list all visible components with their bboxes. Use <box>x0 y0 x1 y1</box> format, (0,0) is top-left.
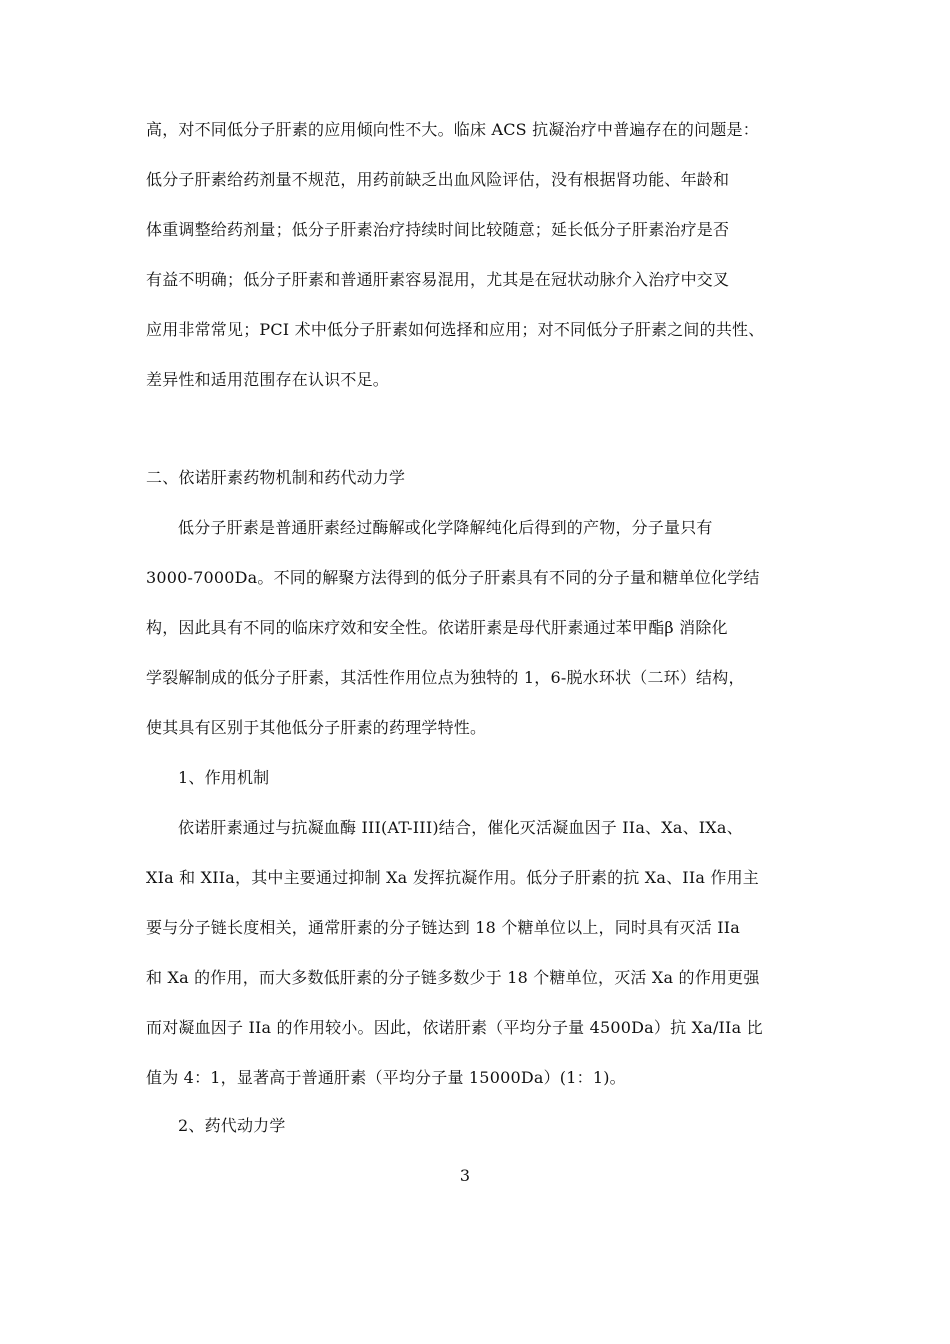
paragraph-line: 依诺肝素通过与抗凝血酶 III(AT-III)结合，催化灭活凝血因子 IIa、Xa、IXa、 <box>178 818 743 837</box>
section-heading: 二、依诺肝素药物机制和药代动力学 <box>146 468 406 487</box>
paragraph-line: 应用非常常见；PCI 术中低分子肝素如何选择和应用；对不同低分子肝素之间的共性、 <box>146 320 765 339</box>
paragraph-line: 构，因此具有不同的临床疗效和安全性。依诺肝素是母代肝素通过苯甲酯β 消除化 <box>146 618 728 637</box>
subsection-heading: 1、作用机制 <box>178 768 270 787</box>
paragraph-line: 3000-7000Da。不同的解聚方法得到的低分子肝素具有不同的分子量和糖单位化学结 <box>146 568 760 587</box>
paragraph-line: 使其具有区别于其他低分子肝素的药理学特性。 <box>146 718 487 737</box>
paragraph-line: 有益不明确；低分子肝素和普通肝素容易混用，尤其是在冠状动脉介入治疗中交叉 <box>146 270 730 289</box>
paragraph-line: 和 Xa 的作用，而大多数低肝素的分子链多数少于 18 个糖单位，灭活 Xa 的作用更强 <box>146 968 760 987</box>
page-number: 3 <box>459 1166 471 1185</box>
paragraph-line: 低分子肝素是普通肝素经过酶解或化学降解纯化后得到的产物，分子量只有 <box>178 518 713 537</box>
paragraph-line: 值为 4：1，显著高于普通肝素（平均分子量 15000Da）(1：1)。 <box>146 1068 626 1087</box>
paragraph-line: 体重调整给药剂量；低分子肝素治疗持续时间比较随意；延长低分子肝素治疗是否 <box>146 220 730 239</box>
paragraph-line: 要与分子链长度相关，通常肝素的分子链达到 18 个糖单位以上，同时具有灭活 IIa <box>146 918 740 937</box>
subsection-heading: 2、药代动力学 <box>178 1116 286 1135</box>
paragraph-line: XIa 和 XIIa，其中主要通过抑制 Xa 发挥抗凝作用。低分子肝素的抗 Xa、IIa 作用主 <box>146 868 759 887</box>
paragraph-line: 而对凝血因子 IIa 的作用较小。因此，依诺肝素（平均分子量 4500Da）抗 Xa/IIa 比 <box>146 1018 763 1037</box>
paragraph-line: 学裂解制成的低分子肝素，其活性作用位点为独特的 1，6-脱水环状（二环）结构， <box>146 668 745 687</box>
paragraph-line: 高，对不同低分子肝素的应用倾向性不大。临床 ACS 抗凝治疗中普遍存在的问题是： <box>146 120 759 139</box>
paragraph-line: 低分子肝素给药剂量不规范，用药前缺乏出血风险评估，没有根据肾功能、年龄和 <box>146 170 730 189</box>
paragraph-line: 差异性和适用范围存在认识不足。 <box>146 370 390 389</box>
